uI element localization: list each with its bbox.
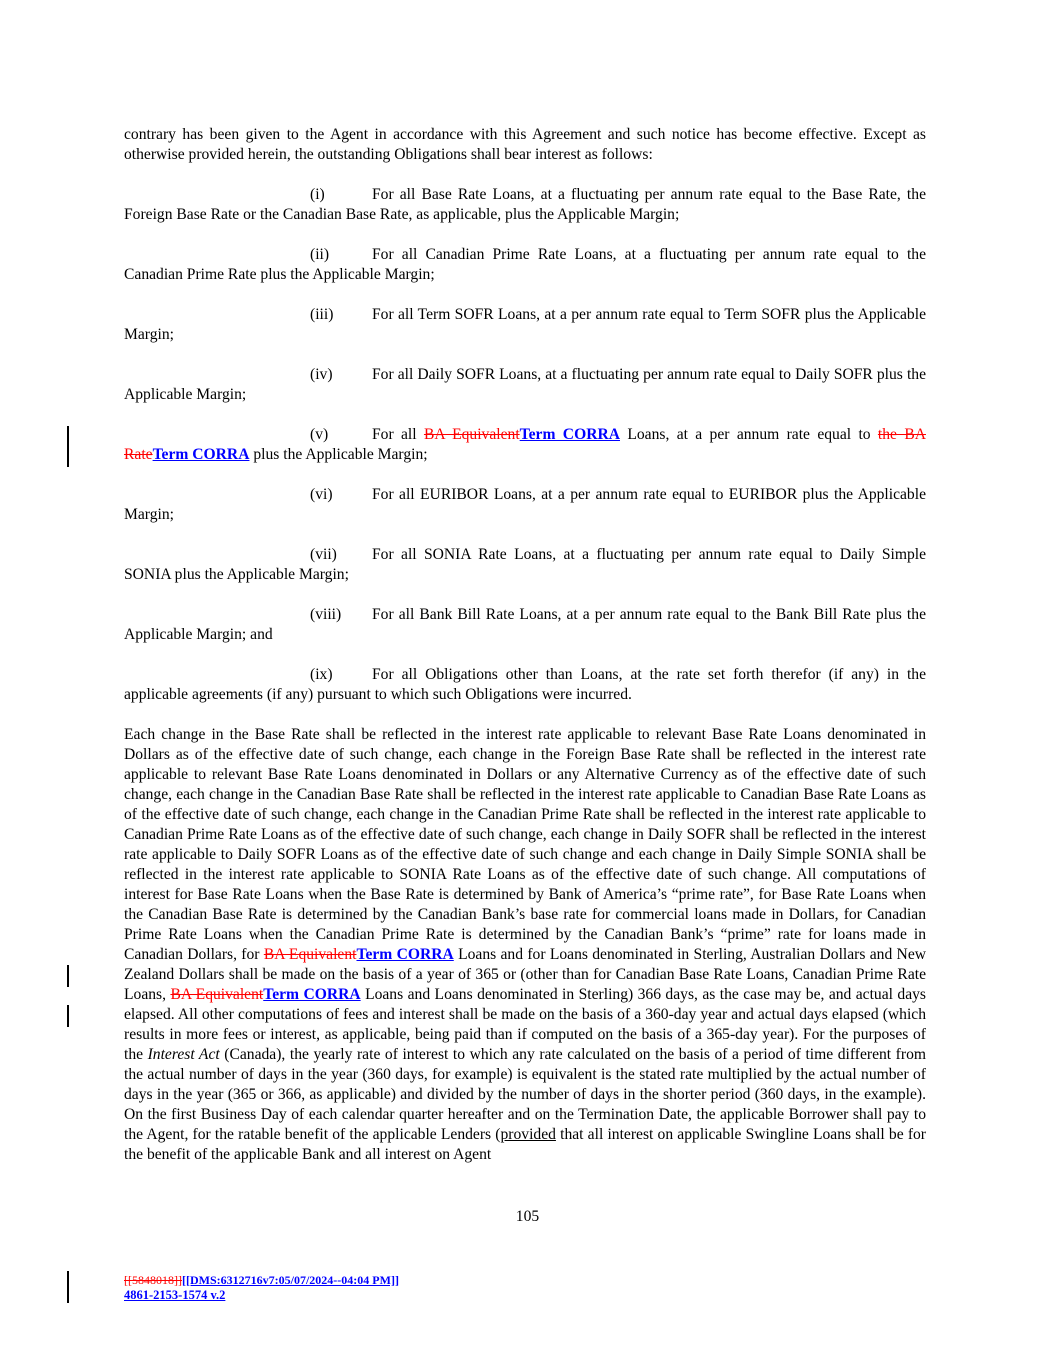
body-text: (Canada), the yearly rate of interest to which any rate calculated on the basis of a period of time different from the actual number of days in the year (360 days, for example) is equivalent is the stated rate multiplied by the actual number of days in the year (365 or 366, as applicable) and divided by the number of days in the shorter period (360 days, in the example). On the first Business Day of each calendar quarter hereafter and on the Termination Date, the applicable Borrower shall pay to the Agent, for the ratable benefit of the applicable Lenders ( (124, 1046, 926, 1143)
change-bar-body-2 (67, 1005, 69, 1027)
item-text: For all EURIBOR Loans, at a per annum rate equal to EURIBOR plus the Applicable Margin; (124, 486, 926, 523)
list-item-vii (124, 545, 926, 585)
item-number: (ii) (310, 246, 330, 263)
item-number: (iv) (310, 366, 333, 383)
footer-doc-number: 4861-2153-1574 v.2 (124, 1288, 226, 1302)
document-page (124, 125, 926, 1165)
list-item-v (124, 425, 926, 465)
change-bar-body-1 (67, 965, 69, 987)
item-number: (vi) (310, 486, 333, 503)
change-bar-footer (67, 1271, 69, 1303)
inserted-text: Term CORRA (263, 986, 361, 1003)
body-text: Each change in the Base Rate shall be reflected in the interest rate applicable to relevant Base Rate Loans denominated in Dollars as of the effective date of such change, each change in the Foreign Base Rate shall be reflected in the interest rate applicable to relevant Base Rate Loans denominated in Dollars or any Alternative Currency as of the effective date of such change, each change in the Canadian Base Rate shall be reflected in the interest rate applicable to Canadian Base Rate Loans as of the effective date of such change, each change in the Canadian Prime Rate shall be reflected in the interest rate applicable to Canadian Prime Rate Loans as of the effective date of such change, each change in Daily SOFR shall be reflected in the interest rate applicable to Daily SOFR Loans as of the effective date of such change and each change in Daily Simple SONIA shall be reflected in the interest rate applicable to SONIA Rate Loans as of the effective date of such change. All computations of interest for Base Rate Loans when the Base Rate is determined by Bank of America’s “prime rate”, for Base Rate Loans when the Canadian Base Rate is determined by the Canadian Bank’s base rate for commercial loans made in Dollars, for Canadian Prime Rate Loans when the Canadian Prime Rate is determined by the Canadian Bank’s “prime” rate for loans made in Canadian Dollars, for (124, 726, 926, 963)
list-item-ix (124, 665, 926, 705)
intro-paragraph: contrary has been given to the Agent in accordance with this Agreement and such notice has become effective. Except as otherwise provided herein, the outstanding Obligations shall bear interest as follows: (124, 126, 926, 163)
list-item-i (124, 185, 926, 225)
item-number: (viii) (310, 606, 342, 623)
inserted-text: Term CORRA (519, 426, 620, 443)
page-number: 105 (515, 1208, 540, 1225)
italic-term: Interest Act (147, 1046, 220, 1063)
body-paragraph (124, 725, 926, 1165)
list-item-iv (124, 365, 926, 405)
footer-deleted-id: [[5848018]] (124, 1273, 182, 1287)
item-text: For all Base Rate Loans, at a fluctuating per annum rate equal to the Base Rate, the Foreign Base Rate or the Canadian Base Rate, as applicable, plus the Applicable Margin; (124, 186, 926, 223)
item-number: (iii) (310, 306, 334, 323)
body-text: that all interest on applicable Swingline Loans shall be for the benefit of the applicable Bank and all interest on Agent (124, 1126, 926, 1163)
list-item-iii (124, 305, 926, 345)
underlined-term: provided (500, 1126, 556, 1143)
item-text: For all Obligations other than Loans, at the rate set forth therefor (if any) in the applicable agreements (if any) pursuant to which such Obligations were incurred. (124, 666, 926, 703)
deleted-text: BA Equivalent (263, 946, 357, 963)
item-text: Loans, at a per annum rate equal to (619, 426, 878, 443)
item-text: For all Canadian Prime Rate Loans, at a fluctuating per annum rate equal to the Canadian Prime Rate plus the Applicable Margin; (124, 246, 926, 283)
change-bar-item-v (67, 426, 69, 467)
item-text: For all SONIA Rate Loans, at a fluctuating per annum rate equal to Daily Simple SONIA plus the Applicable Margin; (124, 546, 926, 583)
item-text: plus the Applicable Margin; (249, 446, 428, 463)
inserted-text: Term CORRA (152, 446, 250, 463)
list-item-vi (124, 485, 926, 525)
item-text: For all (372, 426, 424, 443)
document-footer (124, 1273, 399, 1303)
item-number: (v) (310, 426, 329, 443)
item-number: (i) (310, 186, 325, 203)
item-text: For all Term SOFR Loans, at a per annum rate equal to Term SOFR plus the Applicable Margin; (124, 306, 926, 343)
inserted-text: Term CORRA (356, 946, 454, 963)
list-item-ii (124, 245, 926, 285)
body-text: Loans and Loans denominated in Sterling) 366 days, as the case may be, and actual days elapsed. All other computations of fees and interest shall be made on the basis of a 360-day year and actual days elapsed (which results in more fees or interest, as applicable, being paid than if computed on the basis of a 365-day year). For the purposes of the (124, 986, 926, 1063)
list-item-viii (124, 605, 926, 645)
item-text: For all Bank Bill Rate Loans, at a per annum rate equal to the Bank Bill Rate plus the Applicable Margin; and (124, 606, 926, 643)
body-text: Loans and for Loans denominated in Sterling, Australian Dollars and New Zealand Dollars shall be made on the basis of a year of 365 or (other than for Canadian Base Rate Loans, Canadian Prime Rate Loans, (124, 946, 926, 1003)
deleted-text: the BA Rate (124, 426, 926, 463)
deleted-text: BA Equivalent (170, 986, 264, 1003)
item-text: For all Daily SOFR Loans, at a fluctuating per annum rate equal to Daily SOFR plus the Applicable Margin; (124, 366, 926, 403)
footer-inserted-id: [[DMS:6312716v7:05/07/2024--04:04 PM]] (181, 1273, 399, 1287)
deleted-text: BA Equivalent (423, 426, 520, 443)
item-number: (vii) (310, 546, 337, 563)
item-number: (ix) (310, 666, 333, 683)
